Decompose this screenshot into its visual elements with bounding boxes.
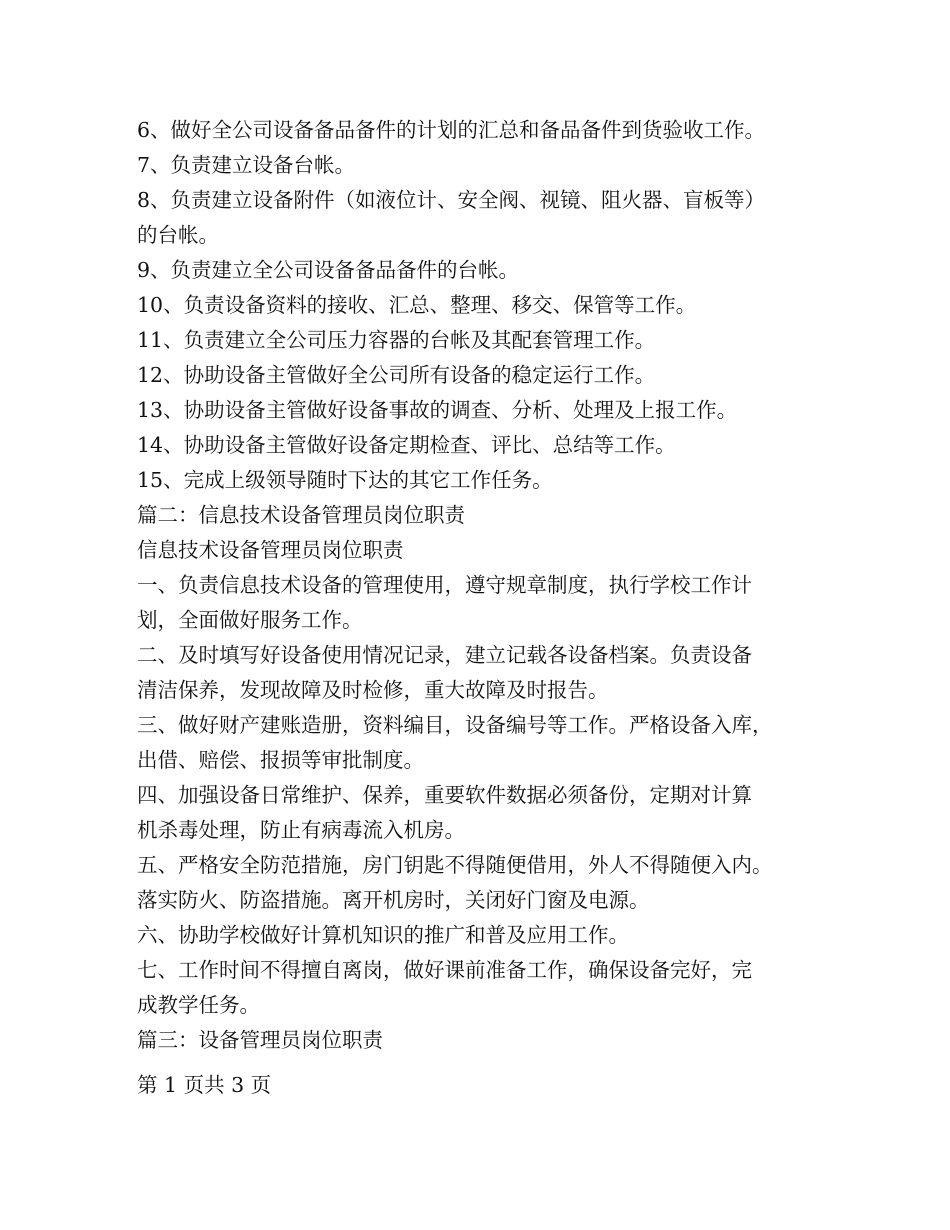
section-heading: 篇三：设备管理员岗位职责 (137, 1028, 383, 1052)
text-line: 四、加强设备日常维护、保养，重要软件数据必须备份，定期对计算 (137, 783, 752, 807)
section-heading: 篇二：信息技术设备管理员岗位职责 (137, 503, 465, 527)
text-line: 二、及时填写好设备使用情况记录，建立记载各设备档案。负责设备 (137, 643, 752, 667)
text-line: 六、协助学校做好计算机知识的推广和普及应用工作。 (137, 923, 629, 947)
text-line: 清洁保养，发现故障及时检修，重大故障及时报告。 (137, 678, 609, 702)
text-line: 七、工作时间不得擅自离岗，做好课前准备工作，确保设备完好，完 (137, 958, 752, 982)
text-line: 出借、赔偿、报损等审批制度。 (137, 748, 424, 772)
text-line: 12、协助设备主管做好全公司所有设备的稳定运行工作。 (137, 363, 656, 387)
page-number-footer: 第 1 页共 3 页 (137, 1073, 272, 1097)
text-line: 15、完成上级领导随时下达的其它工作任务。 (137, 468, 553, 492)
text-line: 成教学任务。 (137, 993, 260, 1017)
text-line: 三、做好财产建账造册，资料编目，设备编号等工作。严格设备入库， (137, 713, 773, 737)
text-line: 9、负责建立全公司设备备品备件的台帐。 (137, 258, 520, 282)
text-line: 14、协助设备主管做好设备定期检查、评比、总结等工作。 (137, 433, 676, 457)
text-line: 8、负责建立设备附件（如液位计、安全阀、视镜、阻火器、盲板等） (137, 188, 766, 212)
text-line: 划，全面做好服务工作。 (137, 608, 363, 632)
text-line: 13、协助设备主管做好设备事故的调查、分析、处理及上报工作。 (137, 398, 738, 422)
text-line: 7、负责建立设备台帐。 (137, 153, 356, 177)
section-title: 信息技术设备管理员岗位职责 (137, 538, 404, 562)
text-line: 6、做好全公司设备备品备件的计划的汇总和备品备件到货验收工作。 (137, 118, 766, 142)
text-line: 11、负责建立全公司压力容器的台帐及其配套管理工作。 (137, 328, 656, 352)
text-line: 五、严格安全防范措施，房门钥匙不得随便借用，外人不得随便入内。 (137, 853, 773, 877)
text-line: 落实防火、防盗措施。离开机房时，关闭好门窗及电源。 (137, 888, 650, 912)
text-line: 一、负责信息技术设备的管理使用，遵守规章制度，执行学校工作计 (137, 573, 752, 597)
text-line: 的台帐。 (137, 223, 219, 247)
text-line: 10、负责设备资料的接收、汇总、整理、移交、保管等工作。 (137, 293, 697, 317)
document-body (137, 113, 827, 1058)
text-line: 机杀毒处理，防止有病毒流入机房。 (137, 818, 465, 842)
